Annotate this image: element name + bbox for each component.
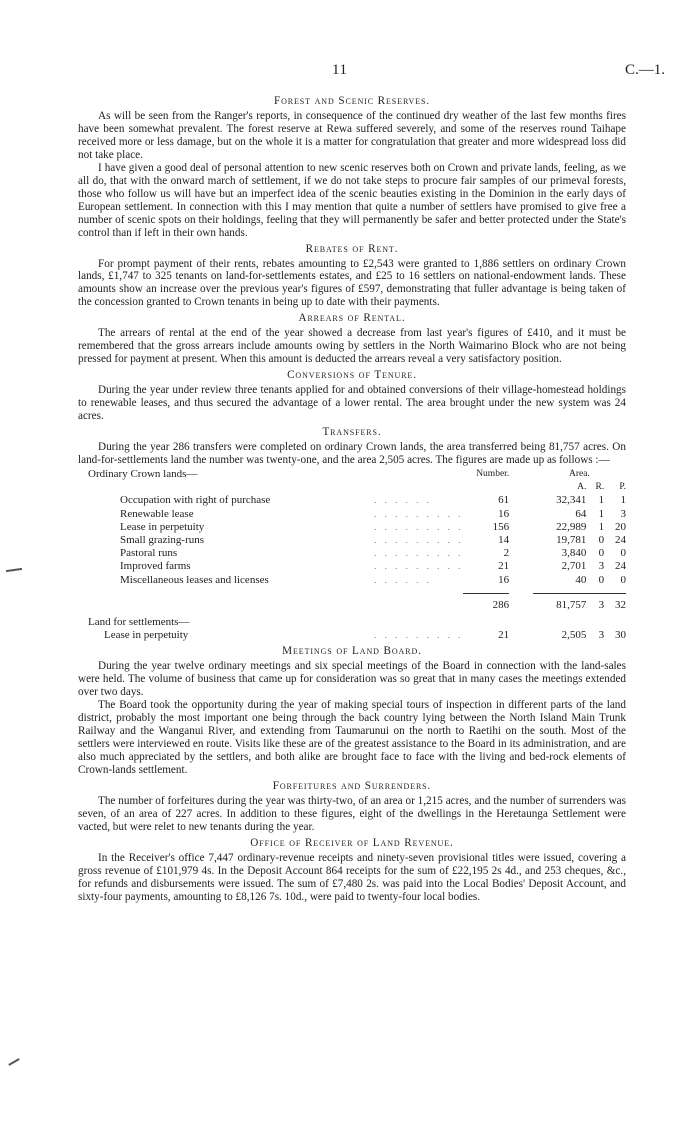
row-acres: 2,701 [561, 560, 587, 573]
table-header-row [78, 468, 626, 481]
total-acres: 81,757 [533, 593, 587, 612]
row-label: Occupation with right of purchase [120, 494, 271, 507]
row-number: 16 [498, 573, 510, 586]
row-label: Small grazing-runs [120, 533, 205, 546]
section-heading-forfeitures: Forfeitures and Surrenders. [272, 779, 432, 792]
document-reference: C.—1. [625, 62, 666, 78]
paragraph: As will be seen from the Ranger's reports, in consequence of the continued dry weather of the last few months fires have been somewhat prevalent. The forest reserve at Rewa suffered severely, and some of the reserves round Taihape received more or less damage, but on the whole it is a matter for congratulation that greater and more widespread loss did not take place. [78, 110, 626, 161]
total-number: 286 [463, 593, 509, 612]
section-heading-meetings: Meetings of Land Board. [282, 645, 422, 658]
row-perches: 24 [615, 533, 626, 546]
total-roods: 3 [586, 593, 604, 612]
row-number: 156 [492, 520, 510, 533]
row-number: 16 [498, 507, 510, 520]
row-acres: 32,341 [556, 494, 587, 507]
row-acres: 19,781 [556, 533, 587, 546]
table-row [78, 574, 626, 587]
row-label: Lease in perpetuity [104, 629, 189, 642]
row-acres: 22,989 [556, 520, 587, 533]
row-roods: 3 [598, 560, 605, 573]
row-number: 61 [498, 494, 510, 507]
paragraph: I have given a good deal of personal attention to new scenic reserves both on Crown and private lands, feeling, as we all do, that with the onward march of settlement, if we do not take steps to procure fair samples of our primeval forests, those who follow us will have but an imperfect idea of the scenic beauties existing in the Dominion in the early days of European settlement. In connection with this I may mention that quite a number of settlers have promised to give free a number of scenic spots on their holdings, feeling that they will permanently be safer and better protected under the State's control than if left in their own hands. [78, 161, 626, 239]
section-heading-transfers: Transfers. [322, 426, 382, 439]
table-subheader-row [78, 481, 626, 494]
leader-dots: . . . . . . [374, 495, 432, 506]
section-heading-conversions: Conversions of Tenure. [287, 369, 417, 382]
leader-dots: . . . . . . . . . [374, 508, 464, 519]
column-header-number: Number. [476, 468, 510, 479]
leader-dots: . . . . . . [374, 574, 432, 585]
row-roods: 3 [598, 629, 605, 642]
row-perches: 0 [620, 547, 626, 560]
table-row [78, 547, 626, 560]
table-row [78, 629, 626, 642]
total-perches: 32 [604, 593, 626, 612]
paragraph: During the year 286 transfers were completed on ordinary Crown lands, the area transferred being 81,757 acres. On land-for-settlements land the number was twenty-one, and the area 2,505 acres. The figures are made up as follows :— [78, 441, 626, 467]
row-perches: 20 [615, 520, 626, 533]
table-row [78, 534, 626, 547]
page-number: 11 [332, 62, 348, 78]
leader-dots: . . . . . . . . . [374, 534, 464, 545]
row-roods: 1 [598, 494, 605, 507]
row-number: 21 [498, 560, 510, 573]
column-header-area: Area. [568, 468, 590, 479]
leader-dots: . . . . . . . . . [374, 521, 464, 532]
row-perches: 0 [620, 573, 626, 586]
paragraph: The arrears of rental at the end of the year showed a decrease from last year's figures of £410, and it must be remembered that the gross arrears include amounts owing by settlers in the North Waimarino Block who are not being pressed for payment at present. When this amount is deducted the arrears reveal a very satisfactory position. [78, 327, 626, 366]
leader-dots: . . . . . . . . . [374, 561, 464, 572]
table-row [78, 494, 626, 507]
column-header-roods: R. [595, 482, 605, 493]
row-label: Improved farms [120, 560, 191, 573]
section-heading-arrears: Arrears of Rental. [298, 312, 406, 325]
table-group-row [78, 612, 626, 629]
group-label: Land for settlements— [88, 616, 190, 628]
group-label: Ordinary Crown lands— [88, 467, 198, 480]
row-acres: 3,840 [561, 547, 587, 560]
paragraph: For prompt payment of their rents, rebates amounting to £2,543 were granted to 1,886 settlers on ordinary Crown lands, £1,747 to 325 tenants on land-for-settlements estates, and £25 to 16 settlers on national-endowment lands. These amounts show an increase over the previous year's figures of £597, demonstrating that fuller advantage is being taken of the concession granted to Crown tenants in being up to date with their payments. [78, 257, 626, 309]
row-label: Renewable lease [120, 507, 194, 520]
table-total-row [78, 593, 626, 612]
margin-mark [6, 568, 22, 572]
section-heading-receiver: Office of Receiver of Land Revenue. [250, 836, 454, 849]
row-roods: 0 [598, 533, 605, 546]
margin-mark [8, 1058, 19, 1066]
column-header-acres: A. [577, 482, 587, 493]
row-acres: 2,505 [561, 629, 587, 642]
row-roods: 1 [598, 507, 605, 520]
transfers-table [78, 468, 626, 642]
row-perches: 24 [615, 560, 626, 573]
paragraph: The number of forfeitures during the year was thirty-two, of an area or 1,215 acres, and the number of surrenders was seven, of an area of 227 acres. In addition to these figures, eight of the dwellings in the Heretaunga Settlement were vacted, but were relet to new tenants during the year. [78, 794, 626, 833]
leader-dots: . . . . . . . . . [374, 630, 464, 641]
page-body [78, 92, 626, 904]
paragraph: The Board took the opportunity during the year of making special tours of inspection in different parts of the land district, probably the most important one being through the back country lying between the North Island Main Trunk Railway and the Wanganui River, and extending from Taumarunui on the north to Raetihi on the south. Most of the settlers were interviewed en route. Visits like these are of the greatest assistance to the Board in its administration, and are also much appreciated by the settlers, and both alike are brought face to face with the living and bed-rock elements of Crown-lands settlement. [78, 699, 626, 777]
row-number: 14 [498, 533, 510, 546]
row-acres: 40 [575, 573, 587, 586]
paragraph: In the Receiver's office 7,447 ordinary-revenue receipts and ninety-seven provisional titles were issued, covering a gross revenue of £101,979 4s. In the Deposit Account 864 receipts for the sum of £22,195 2s 4d., and 253 cheques, &c., for refunds and disbursements were issued. The sum of £7,480 2s. was paid into the Local Bodies' Deposit Account, and sixty-four payments, amounting to £8,126 7s. 10d., were paid to twenty-four local bodies. [78, 851, 626, 903]
row-roods: 0 [598, 573, 605, 586]
row-label: Lease in perpetuity [120, 520, 205, 533]
row-roods: 0 [598, 547, 605, 560]
section-heading-forest: Forest and Scenic Reserves. [273, 95, 431, 107]
leader-dots: . . . . . . . . . [374, 548, 464, 559]
row-label: Pastoral runs [120, 547, 178, 560]
row-number: 2 [503, 547, 510, 560]
table-row [78, 521, 626, 534]
paragraph: During the year twelve ordinary meetings and six special meetings of the Board in connection with the land-sales were held. The volume of business that came up for consideration was so great that in many cases the meetings extended over two days. [78, 660, 626, 699]
table-row [78, 508, 626, 521]
section-heading-rebates: Rebates of Rent. [305, 242, 399, 255]
row-perches: 3 [620, 507, 626, 520]
row-label: Miscellaneous leases and licenses [120, 573, 269, 586]
row-number: 21 [498, 629, 510, 642]
row-perches: 30 [615, 629, 626, 642]
row-perches: 1 [620, 494, 626, 507]
row-roods: 1 [598, 520, 605, 533]
table-row [78, 560, 626, 573]
paragraph: During the year under review three tenants applied for and obtained conversions of their village-homestead holdings to renewable leases, and thus secured the advantage of a lower rental. The area brought under the new system was 24 acres. [78, 384, 626, 423]
column-header-perches: P. [619, 482, 626, 493]
row-acres: 64 [575, 507, 587, 520]
